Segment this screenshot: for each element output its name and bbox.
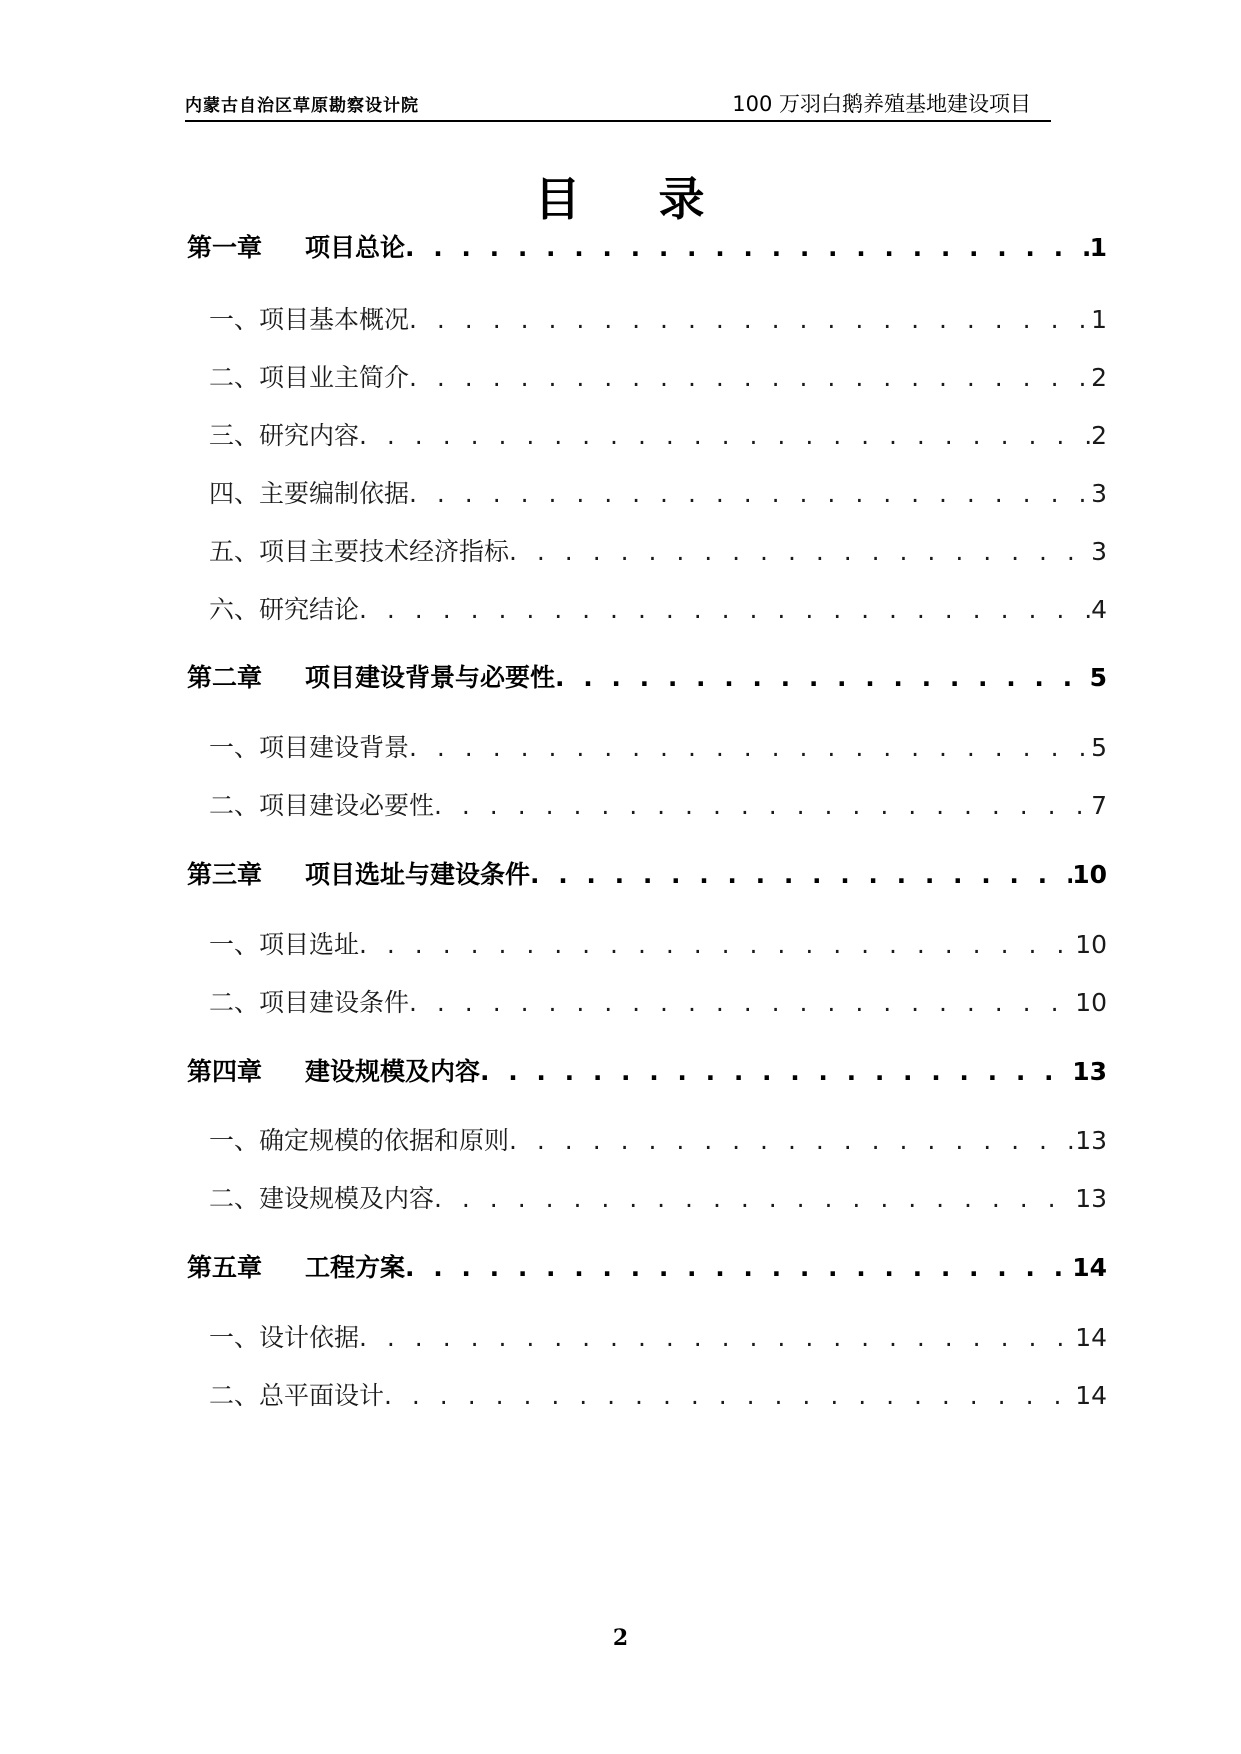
toc-section-2-1[interactable] [209,728,1107,764]
page-number: 7 [1091,791,1107,820]
leader-dots [409,479,1091,508]
section-title: 一、确定规模的依据和原则 [209,1126,510,1155]
section-title: 二、项目建设条件 [209,988,410,1017]
page-number: 4 [1091,595,1107,624]
toc-title-char-1: 目 [534,172,583,226]
page-number: 2 [1091,363,1107,392]
toc-title [0,163,1241,229]
page-number: 13 [1072,1057,1107,1086]
chapter-number: 第四章 [187,1057,263,1086]
section-title: 二、项目建设必要性 [209,791,435,820]
page-footer-number: 2 [612,1625,629,1651]
leader-dots [555,663,1090,692]
leader-dots [359,595,1091,624]
toc-section-1-1[interactable] [209,300,1107,336]
page-number: 3 [1091,479,1107,508]
chapter-title: 项目选址与建设条件 [305,860,531,889]
toc-section-4-2[interactable] [209,1179,1107,1215]
page-number: 14 [1072,1253,1107,1282]
page-number: 13 [1075,1184,1107,1213]
page-number: 10 [1072,860,1107,889]
leader-dots [405,1253,1072,1282]
toc-chapter-5[interactable] [187,1248,1107,1284]
page-number: 10 [1075,988,1107,1017]
toc-section-1-5[interactable] [209,532,1107,568]
chapter-number: 第二章 [187,663,263,692]
chapter-number: 第五章 [187,1253,263,1282]
toc-section-1-3[interactable] [209,416,1107,452]
leader-dots [509,537,1091,566]
leader-dots [359,1323,1075,1352]
leader-dots [409,305,1091,334]
page-number: 1 [1089,233,1107,262]
header-organization: 内蒙古自治区草原勘察设计院 [185,96,419,116]
toc-section-3-2[interactable] [209,983,1107,1019]
section-title: 四、主要编制依据 [209,479,410,508]
leader-dots [509,1126,1075,1155]
section-title: 一、项目选址 [209,930,360,959]
leader-dots [409,988,1075,1017]
toc-chapter-2[interactable] [187,658,1107,694]
leader-dots [359,930,1075,959]
leader-dots [434,1184,1075,1213]
leader-dots [405,233,1090,262]
toc-chapter-3[interactable] [187,855,1107,891]
toc-section-5-2[interactable] [209,1376,1107,1412]
leader-dots [359,421,1091,450]
toc-section-1-4[interactable] [209,474,1107,510]
page-number: 14 [1075,1381,1107,1410]
toc-section-4-1[interactable] [209,1121,1107,1157]
toc-section-5-1[interactable] [209,1318,1107,1354]
page-number: 2 [1091,421,1107,450]
toc-section-3-1[interactable] [209,925,1107,961]
leader-dots [409,733,1091,762]
leader-dots [409,363,1091,392]
section-title: 一、项目建设背景 [209,733,410,762]
leader-dots [434,791,1091,820]
section-title: 五、项目主要技术经济指标 [209,537,510,566]
page-number: 5 [1089,663,1107,692]
chapter-title: 建设规模及内容 [305,1057,481,1086]
chapter-title: 项目总论 [305,233,406,262]
toc-section-1-6[interactable] [209,590,1107,626]
page-number: 1 [1091,305,1107,334]
page-number: 3 [1091,537,1107,566]
section-title: 二、总平面设计 [209,1381,385,1410]
section-title: 六、研究结论 [209,595,360,624]
leader-dots [530,860,1072,889]
toc-section-2-2[interactable] [209,786,1107,822]
section-title: 三、研究内容 [209,421,360,450]
page-number: 14 [1075,1323,1107,1352]
page-number: 13 [1075,1126,1107,1155]
page-header [185,90,1051,122]
toc-chapter-4[interactable] [187,1052,1107,1088]
toc-title-char-2: 录 [658,172,707,226]
section-title: 二、项目业主简介 [209,363,410,392]
leader-dots [384,1381,1075,1410]
page-number: 10 [1075,930,1107,959]
toc-chapter-1[interactable] [187,228,1107,264]
chapter-title: 工程方案 [305,1253,406,1282]
chapter-title: 项目建设背景与必要性 [305,663,556,692]
chapter-number: 第三章 [187,860,263,889]
leader-dots [480,1057,1072,1086]
section-title: 一、设计依据 [209,1323,360,1352]
header-project-title: 100 万羽白鹅养殖基地建设项目 [732,92,1031,116]
section-title: 二、建设规模及内容 [209,1184,435,1213]
chapter-number: 第一章 [187,233,263,262]
section-title: 一、项目基本概况 [209,305,410,334]
toc-section-1-2[interactable] [209,358,1107,394]
page-number: 5 [1091,733,1107,762]
